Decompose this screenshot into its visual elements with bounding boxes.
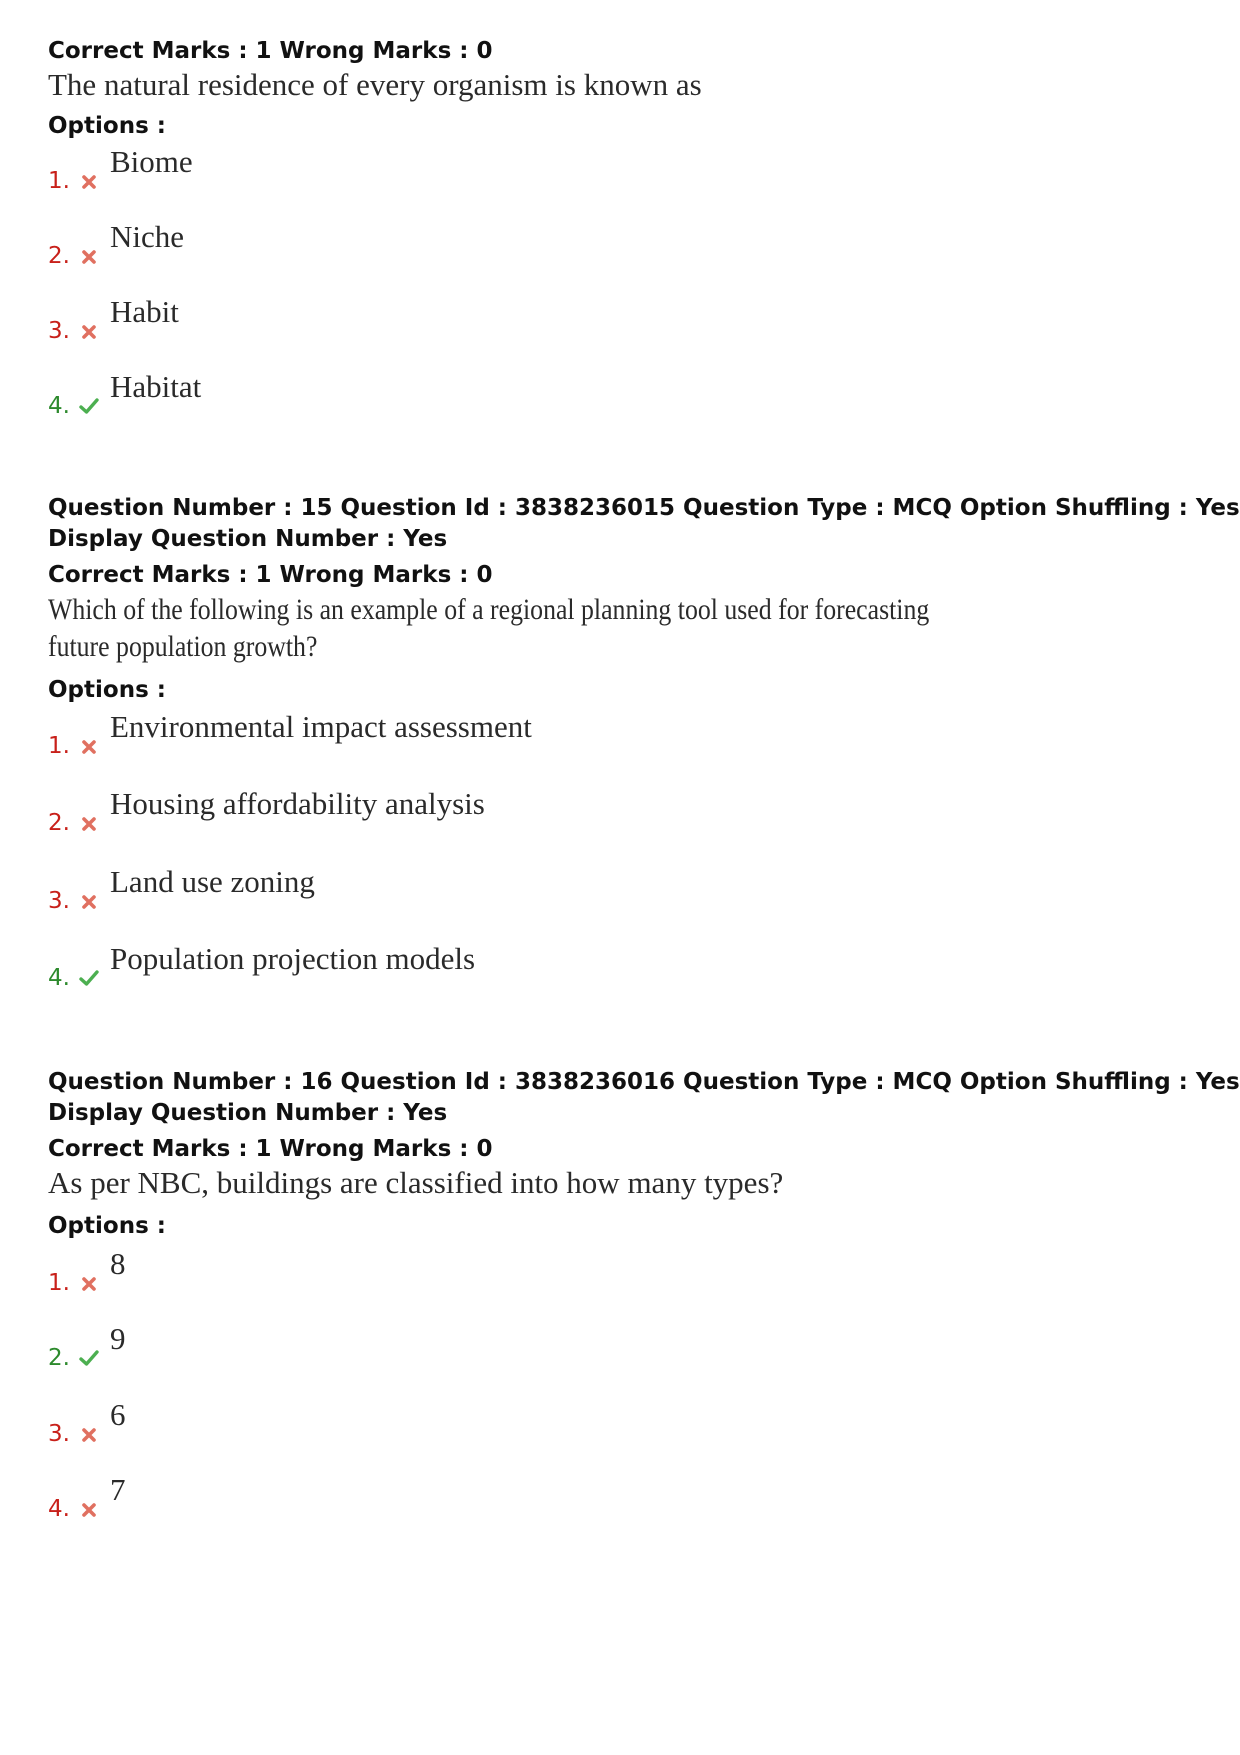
options-label: Options : <box>48 1213 166 1239</box>
options-label-block <box>48 677 1200 703</box>
option-text: Housing affordability analysis <box>110 786 485 821</box>
option-text: Habit <box>110 294 179 329</box>
option-number: 4. <box>48 393 70 419</box>
question-14-block <box>48 34 1200 106</box>
question-text: As per NBC, buildings are classified into how many types? <box>48 1165 784 1200</box>
option-3 <box>48 1397 126 1447</box>
option-text: Population projection models <box>110 941 476 976</box>
cross-icon <box>76 318 102 344</box>
option-number: 1. <box>48 1270 70 1296</box>
cross-icon <box>76 888 102 914</box>
option-number: 1. <box>48 168 70 194</box>
cross-icon <box>76 733 102 759</box>
option-2 <box>48 219 185 269</box>
cross-icon <box>76 810 102 836</box>
option-text: Biome <box>110 144 193 179</box>
question-text: The natural residence of every organism is known as <box>48 67 702 102</box>
options-label-block <box>48 113 1200 139</box>
option-4 <box>48 1472 126 1522</box>
option-number: 4. <box>48 1496 70 1522</box>
option-text: 7 <box>110 1472 126 1507</box>
option-number: 4. <box>48 965 70 991</box>
cross-icon <box>76 1421 102 1447</box>
question-16-block <box>48 1065 1240 1204</box>
option-number: 1. <box>48 733 70 759</box>
display-question-number: Display Question Number : Yes <box>48 526 448 552</box>
option-3 <box>48 294 179 344</box>
option-number: 2. <box>48 1345 70 1371</box>
option-number: 2. <box>48 810 70 836</box>
marks-info: Correct Marks : 1 Wrong Marks : 0 <box>48 38 493 64</box>
option-1 <box>48 709 532 759</box>
option-2 <box>48 786 485 836</box>
option-number: 3. <box>48 318 70 344</box>
question-text-line-2: future population growth? <box>48 630 318 663</box>
cross-icon <box>76 1496 102 1522</box>
marks-info: Correct Marks : 1 Wrong Marks : 0 <box>48 562 493 588</box>
option-text: Environmental impact assessment <box>110 709 532 744</box>
marks-info: Correct Marks : 1 Wrong Marks : 0 <box>48 1136 493 1162</box>
option-text: Habitat <box>110 369 202 404</box>
option-text: Niche <box>110 219 185 254</box>
cross-icon <box>76 243 102 269</box>
question-header: Question Number : 15 Question Id : 3838236015 Question Type : MCQ Option Shuffling : Yes <box>48 495 1240 521</box>
question-header: Question Number : 16 Question Id : 3838236016 Question Type : MCQ Option Shuffling : Yes <box>48 1069 1240 1095</box>
option-number: 2. <box>48 243 70 269</box>
question-15-block <box>48 491 1240 668</box>
option-text: 8 <box>110 1246 126 1281</box>
cross-icon <box>76 1270 102 1296</box>
option-4 <box>48 369 202 419</box>
option-1 <box>48 1246 126 1296</box>
option-1 <box>48 144 193 194</box>
question-text-line-1: Which of the following is an example of a regional planning tool used for forecasting <box>48 593 930 626</box>
option-4 <box>48 941 476 991</box>
option-text: 9 <box>110 1321 126 1356</box>
check-icon <box>76 393 102 419</box>
option-number: 3. <box>48 1421 70 1447</box>
option-2 <box>48 1321 126 1371</box>
options-label-block <box>48 1213 1200 1239</box>
display-question-number: Display Question Number : Yes <box>48 1100 448 1126</box>
check-icon <box>76 965 102 991</box>
option-text: Land use zoning <box>110 864 315 899</box>
cross-icon <box>76 168 102 194</box>
options-label: Options : <box>48 113 166 139</box>
options-label: Options : <box>48 677 166 703</box>
option-number: 3. <box>48 888 70 914</box>
check-icon <box>76 1345 102 1371</box>
option-3 <box>48 864 315 914</box>
option-text: 6 <box>110 1397 126 1432</box>
